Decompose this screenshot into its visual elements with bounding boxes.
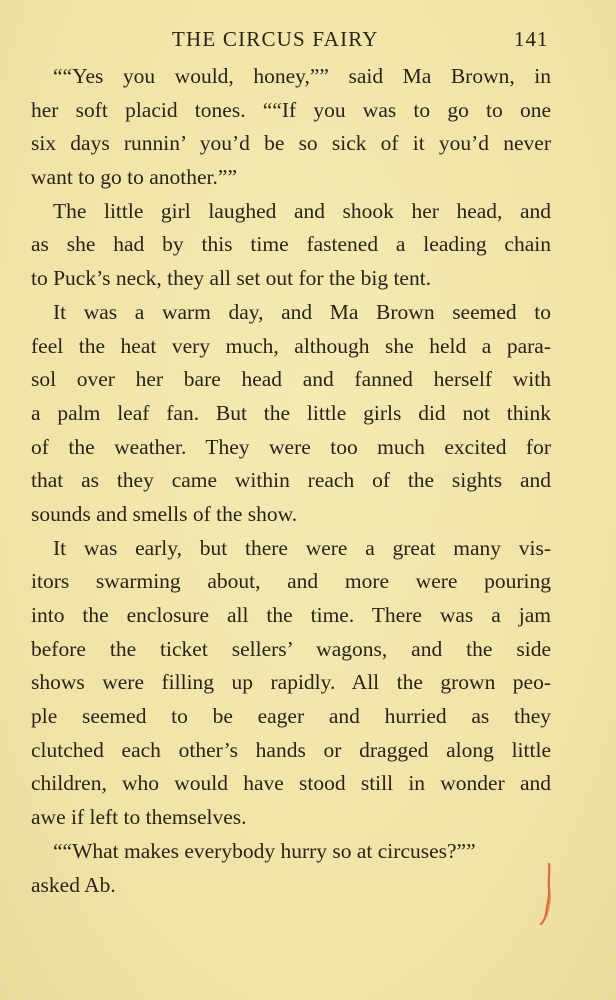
red-pencil-mark (537, 862, 555, 926)
running-head (0, 26, 616, 52)
text-line: of the weather. They were too much excited for (31, 434, 551, 459)
text-line: sol over her bare head and fanned herself with (31, 367, 551, 392)
text-line: to Puck’s neck, they all set out for the big tent. (31, 266, 432, 291)
text-line: The little girl laughed and shook her head, and (53, 198, 551, 223)
body-text (31, 60, 551, 902)
text-line: asked Ab. (31, 872, 116, 897)
page-number: 141 (514, 27, 549, 51)
text-line: that as they came within reach of the sights and (31, 468, 551, 493)
text-line: ““What makes everybody hurry so at circuses?”” (53, 838, 476, 863)
running-title: THE CIRCUS FAIRY (172, 27, 379, 51)
text-line: itors swarming about, and more were pouring (31, 569, 551, 594)
text-line: It was early, but there were a great many vis- (53, 535, 551, 560)
text-line: It was a warm day, and Ma Brown seemed to (53, 299, 551, 324)
text-line: children, who would have stood still in wonder and (31, 771, 551, 796)
text-line: ““Yes you would, honey,”” said Ma Brown, in (53, 64, 551, 88)
text-line: six days runnin’ you’d be so sick of it you’d never (31, 131, 551, 156)
text-line: before the ticket sellers’ wagons, and the side (31, 636, 551, 661)
text-line: ple seemed to be eager and hurried as they (31, 704, 551, 729)
text-line: want to go to another.”” (31, 165, 237, 190)
text-line: a palm leaf fan. But the little girls did not think (31, 400, 551, 425)
text-line: her soft placid tones. ““If you was to go to one (31, 97, 551, 122)
text-line: clutched each other’s hands or dragged along little (31, 737, 551, 762)
text-line: into the enclosure all the time. There was a jam (31, 603, 551, 627)
text-line: shows were filling up rapidly. All the grown peo- (31, 670, 551, 695)
text-line: as she had by this time fastened a leading chain (31, 232, 551, 257)
text-line: awe if left to themselves. (31, 805, 247, 830)
text-line: feel the heat very much, although she held a para- (31, 333, 551, 358)
text-line: sounds and smells of the show. (31, 501, 298, 526)
